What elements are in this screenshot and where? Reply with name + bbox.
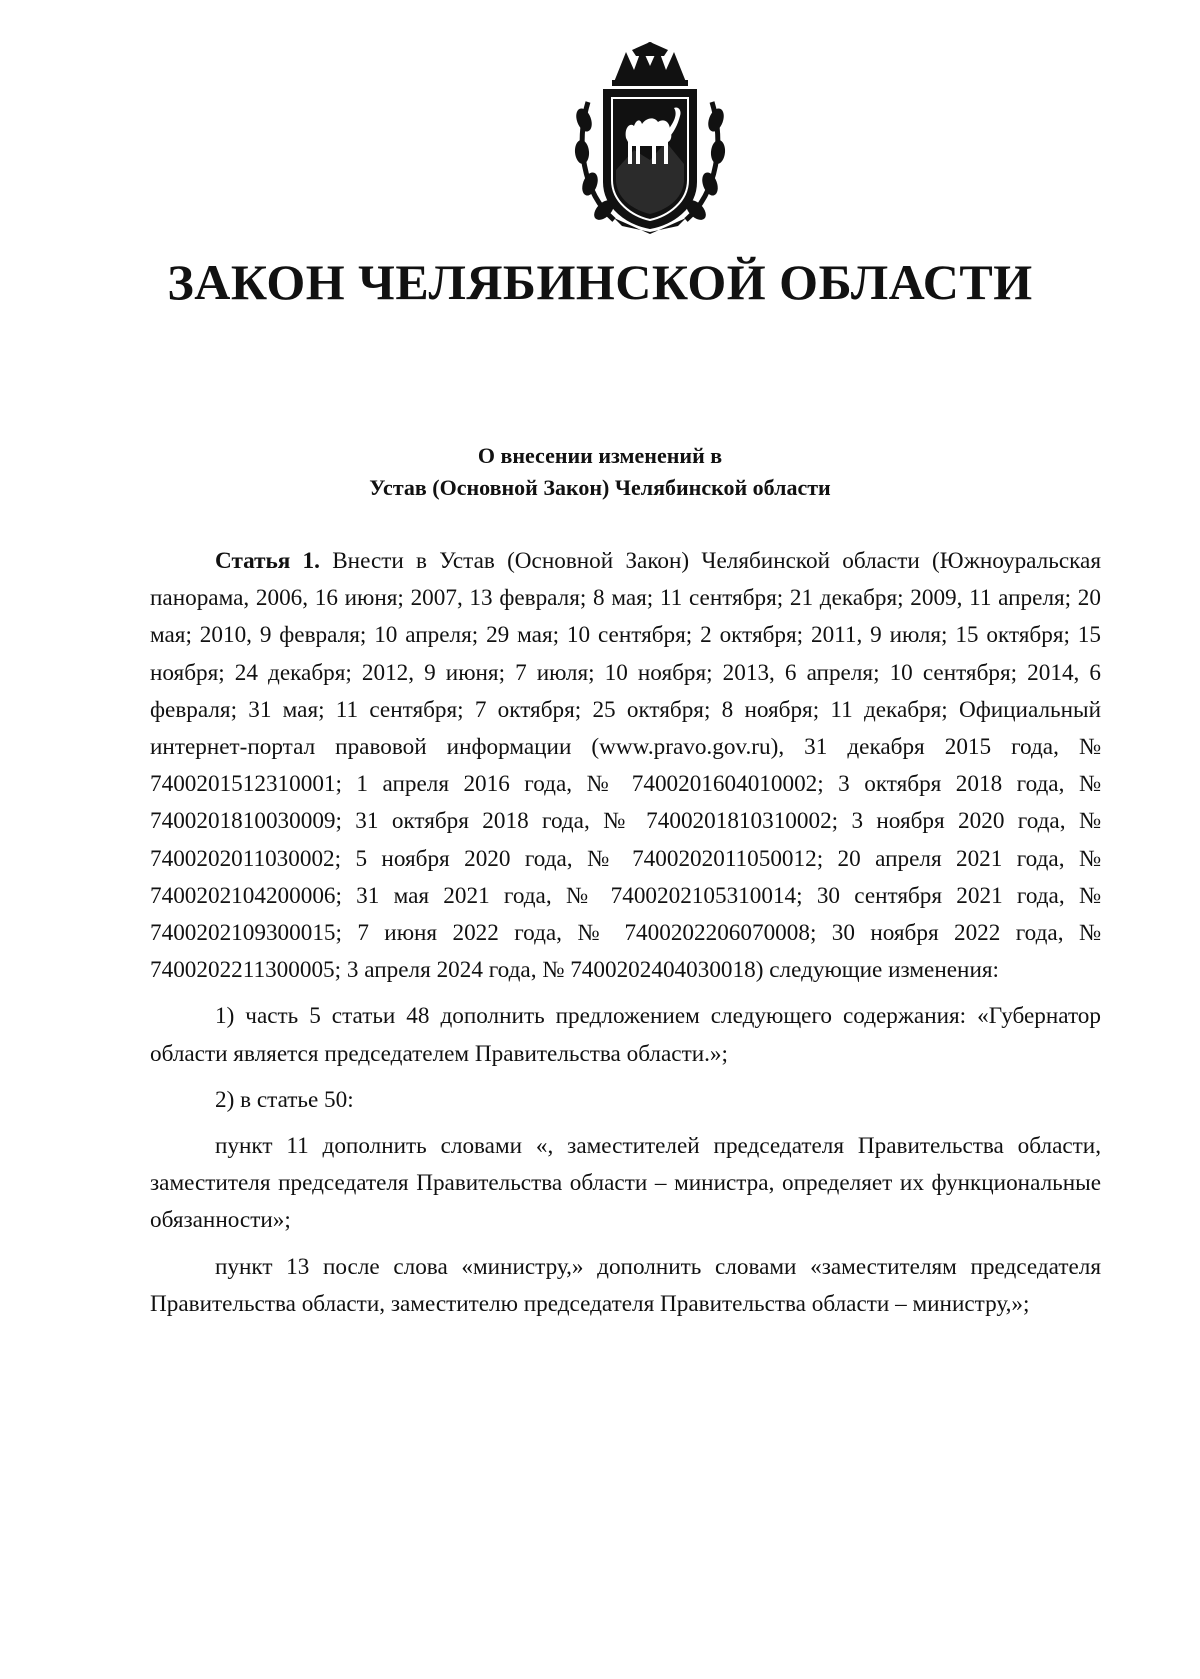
item-2-paragraph: 2) в статье 50: [215, 1086, 354, 1113]
item-1-paragraph: 1) часть 5 статьи 48 дополнить предложением следующего содержания: «Губернатор области является председателем Правительства области.»; [150, 1003, 1101, 1067]
article-1-paragraph [150, 543, 1101, 989]
coat-of-arms-emblem [574, 42, 726, 234]
law-subtitle [150, 440, 1050, 504]
item-2-point-11-paragraph: пункт 11 дополнить словами «, заместителей председателя Правительства области, заместителя председателя Правительства области – министра, определяет их функциональные обязанности»; [150, 1133, 1101, 1234]
article-1-label: Статья 1. [215, 548, 320, 574]
law-body [150, 543, 1101, 1323]
law-title: ЗАКОН ЧЕЛЯБИНСКОЙ ОБЛАСТИ [167, 254, 1033, 310]
subtitle-line-1: О внесении изменений в [477, 443, 723, 468]
article-1-text: Внести в Устав (Основной Закон) Челябинской области (Южноуральская панорама, 2006, 16 июня; 2007, 13 февраля; 8 мая; 11 сентября; 21 декабря; 2009, 11 апреля; 20 мая; 2010, 9 февраля; 10 апреля; 29 мая; 10 сентября; 2 октября; 2011, 9 июля; 15 октября; 15 ноября; 24 декабря; 2012, 9 июня; 7 июля; 10 ноября; 2013, 6 апреля; 10 сентября; 2014, 6 февраля; 31 мая; 11 сентября; 7 октября; 25 октября; 8 ноября; 11 декабря; Официальный интернет-портал правовой информации (www.pravo.gov.ru), 31 декабря 2015 года, № 7400201512310001; 1 апреля 2016 года, № 7400201604010002; 3 октября 2018 года, № 7400201810030009; 31 октября 2018 года, № 7400201810310002; 3 ноября 2020 года, № 7400202011030002; 5 ноября 2020 года, № 7400202011050012; 20 апреля 2021 года, № 7400202104200006; 31 мая 2021 года, № 7400202105310014; 30 сентября 2021 года, № 7400202109300015; 7 июня 2022 года, № 7400202206070008; 30 ноября 2022 года, № 7400202211300005; 3 апреля 2024 года, № 7400202404030018) следующие изменения: [150, 548, 1101, 984]
item-2-point-13-paragraph: пункт 13 после слова «министру,» дополнить словами «заместителям председателя Правительства области, заместителю председателя Правительства области – министру,»; [150, 1253, 1101, 1317]
subtitle-line-2: Устав (Основной Закон) Челябинской области [369, 475, 831, 500]
